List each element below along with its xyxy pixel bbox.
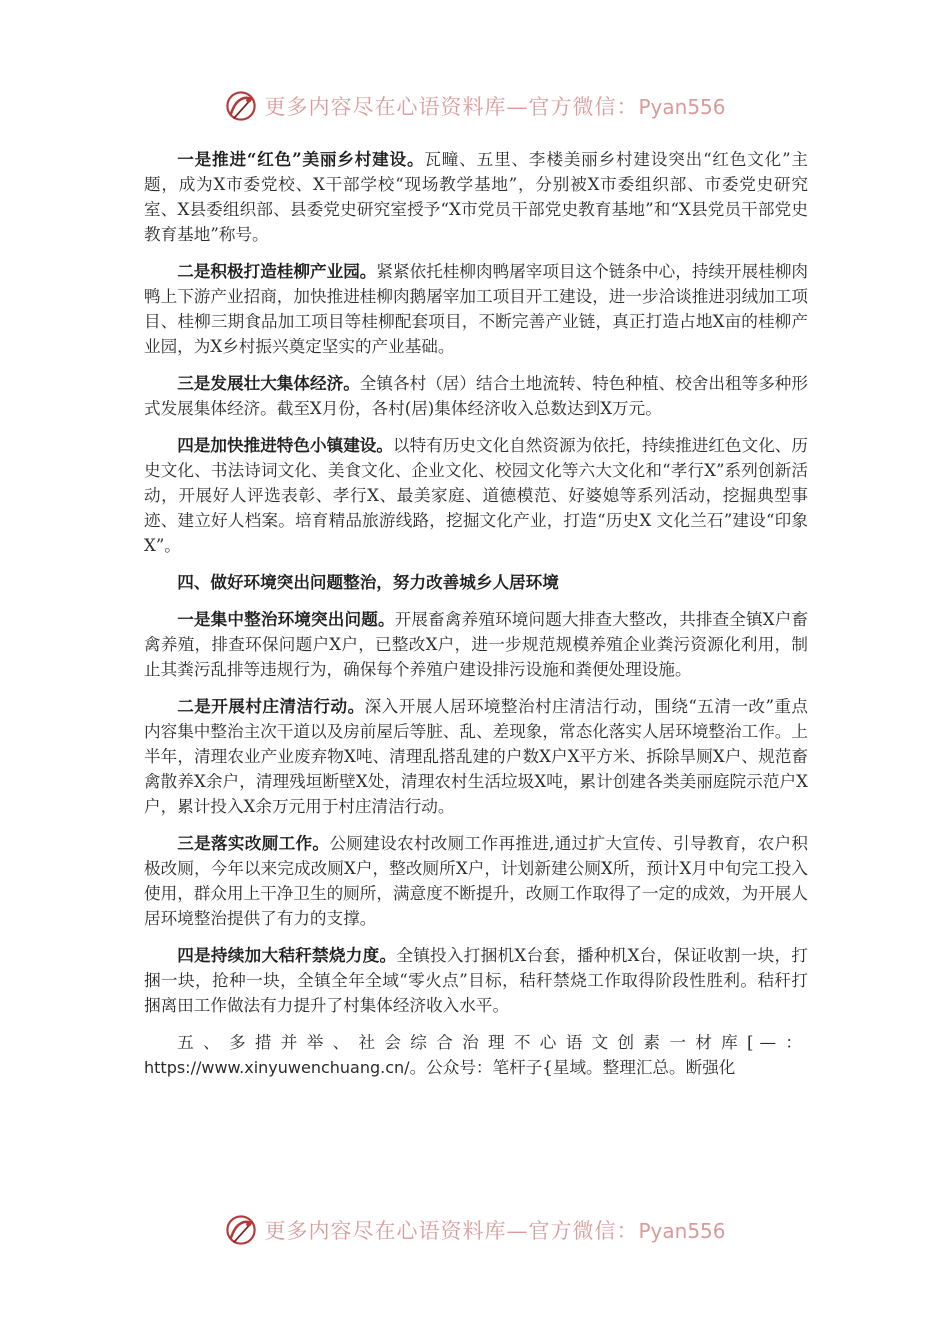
paragraph-red-village: 一是推进“红色”美丽乡村建设。瓦疃、五里、李楼美丽乡村建设突出“红色文化”主题，成为X市委党校、X干部学校“现场教学基地”，分别被X市委组织部、市委党史研究室、X县委组织部、县委党史研究室授予“X市党员干部党史教育基地”和“X县党员干部党史教育基地”称号。 [144,149,808,244]
paragraph-featured-town: 四是加快推进特色小镇建设。以特有历史文化自然资源为依托，持续推进红色文化、历史文化、书法诗词文化、美食文化、企业文化、校园文化等六大文化和“孝行X”系列创新活动，开展好人评选表彰、孝行X、最美家庭、道德模范、好婆媳等系列活动，挖掘典型事迹、建立好人档案。培育精品旅游线路，挖掘文化产业，打造“历史X 文化兰石”建设“印象X”。 [144,435,809,555]
paragraph-final: 五、多措并举、社会综合治理不心语文创素一材库[—：https://www.xinyuwenchuang.cn/。公众号：笔杆子{星域。整理汇总。断强化 [144,1033,808,1077]
paragraph-collective-economy: 三是发展壮大集体经济。全镇各村（居）结合土地流转、特色种植、校舍出租等多种形式发展集体经济。截至X月份，各村(居)集体经济收入总数达到X万元。 [144,373,809,418]
paragraph-toilet-reform: 三是落实改厕工作。公厕建设农村改厕工作再推进,通过扩大宣传、引导教育，农户积极改厕，今年以来完成改厕X户，整改厕所X户，计划新建公厕X所，预计X月中旬完工投入使用，群众用上干净卫生的厕所，满意度不断提升，改厕工作取得了一定的成效，为开展人居环境整治提供了有力的支撑。 [144,833,808,928]
watermark-header [0,86,950,126]
paragraph-environment-issues: 一是集中整治环境突出问题。开展畜禽养殖环境问题大排查大整改，共排查全镇X户畜禽养殖，排查环保问题户X户，已整改X户，进一步规范规模养殖企业粪污资源化利用，制止其粪污乱排等违规行为，确保每个养殖户建设排污设施和粪便处理设施。 [144,609,809,679]
paragraph-straw-burning: 四是持续加大秸秆禁烧力度。全镇投入打捆机X台套，播种机X台，保证收割一块，打捆一块，抢种一块，全镇全年全域“零火点”目标，秸秆禁烧工作取得阶段性胜利。秸秆打捆离田工作做法有力提升了村集体经济收入水平。 [144,945,808,1015]
document-body [144,147,808,1080]
watermark-footer [0,1210,950,1250]
brand-logo-icon [224,89,258,123]
watermark-text: 更多内容尽在心语资料库—官方微信：Pyan556 [264,95,726,119]
paragraph-village-cleaning: 二是开展村庄清洁行动。深入开展人居环境整治村庄清洁行动，围绕“五清一改”重点内容集中整治主次干道以及房前屋后等脏、乱、差现象，常态化落实人居环境整治工作。上半年，清理农业产业废弃物X吨、清理乱搭乱建的户数X户X平方米、拆除旱厕X户、规范畜禽散养X余户，清理残垣断壁X处，清理农村生活垃圾X吨，累计创建各类美丽庭院示范户X户，累计投入X余万元用于村庄清洁行动。 [144,696,809,816]
brand-logo-icon [224,1213,258,1247]
website-link[interactable]: https://www.xinyuwenchuang.cn/ [144,1058,410,1077]
section-heading-environment: 四、做好环境突出问题整治，努力改善城乡人居环境 [177,572,559,592]
watermark-text: 更多内容尽在心语资料库—官方微信：Pyan556 [264,1219,726,1243]
paragraph-guiliu-park: 二是积极打造桂柳产业园。紧紧依托桂柳肉鸭屠宰项目这个链条中心，持续开展桂柳肉鸭上下游产业招商，加快推进桂柳肉鹅屠宰加工项目开工建设，进一步洽谈推进羽绒加工项目、桂柳三期食品加工项目等桂柳配套项目，不断完善产业链，真正打造占地X亩的桂柳产业园，为X乡村振兴奠定坚实的产业基础。 [144,261,809,356]
